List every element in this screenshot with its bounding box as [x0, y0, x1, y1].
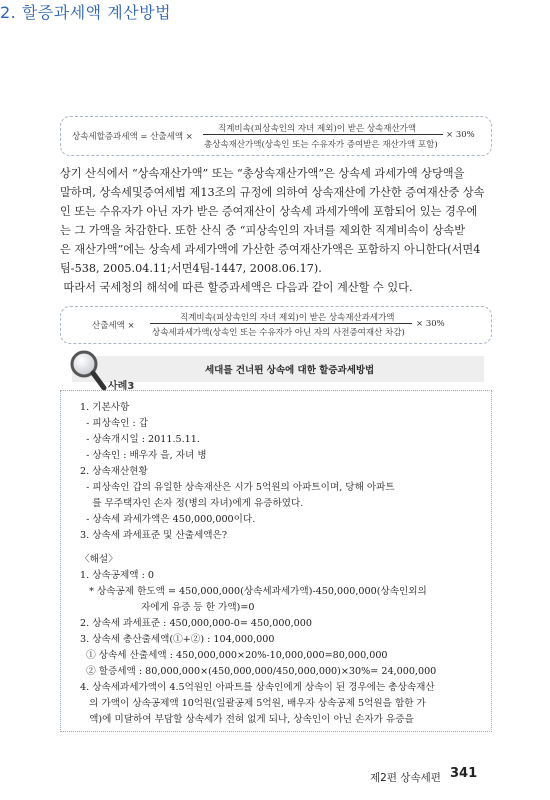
- example-line: 자에게 유증 등 한 가액)=0: [80, 602, 255, 613]
- example-line: - 상속개시일 : 2011.5.11.: [80, 434, 200, 445]
- formula1-left: 상속세할증과세액 = 산출세액 ×: [72, 132, 193, 142]
- magnifier-icon: [68, 348, 108, 392]
- example-line: - 상속인 : 배우자 을, 자녀 병: [80, 450, 207, 461]
- paragraph-line: 은 재산가액”에는 상속세 과세가액에 가산한 증여재산가액은 포함하지 아니한다(서면4: [60, 243, 481, 256]
- example-line: - 피상속인 : 갑: [80, 418, 149, 429]
- example-line: 4. 상속세과세가액이 4.5억원인 아파트를 상속인에게 상속이 된 경우에는 총상속재산: [80, 682, 435, 693]
- example-label: 사례3: [108, 381, 135, 392]
- paragraph-line: 인 또는 수유자가 아닌 자가 받은 증여재산이 상속세 과세가액에 포함되어 있는 경우에: [60, 205, 478, 218]
- example-line: ① 상속세 산출세액 : 450,000,000×20%-10,000,000=80,000,000: [80, 650, 388, 661]
- paragraph-line: 팀-538, 2005.04.11;서면4팀-1447, 2008.06.17).: [60, 262, 322, 275]
- formula2-right: × 30%: [416, 319, 445, 329]
- formula1-fraction-line: [203, 134, 443, 135]
- example-line: ② 할증세액 : 80,000,000×(450,000,000/450,000,000)×30%= 24,000,000: [80, 666, 437, 677]
- paragraph-line: 말하며, 상속세및증여세법 제13조의 규정에 의하여 상속재산에 가산한 증여재산중 상속: [60, 186, 485, 199]
- example-line: - 상속세 과세가액은 450,000,000이다.: [80, 514, 256, 525]
- example-line: 2. 상속세 과세표준 : 450,000,000-0= 450,000,000: [80, 618, 312, 629]
- section-heading: 2. 할증과세액 계산방법: [0, 3, 172, 22]
- example-title: 세대를 건너뛴 상속에 대한 할증과세방법: [205, 365, 375, 376]
- example-line: 3. 상속세 총산출세액(①+②) : 104,000,000: [80, 634, 275, 645]
- paragraph-line: 상기 산식에서 “상속재산가액” 또는 “총상속재산가액”은 상속세 과세가액 상당액을: [60, 167, 465, 180]
- formula1-denominator: 총상속재산가액(상속인 또는 수유자가 증여받은 재산가액 포함): [204, 140, 438, 150]
- example-line: 1. 상속공제액 : 0: [80, 570, 154, 581]
- paragraph-line: 는 그 가액을 차감한다. 또한 산식 중 “피상속인의 자녀를 제외한 직계비속이 상속받: [60, 224, 466, 237]
- example-line: - 피상속인 갑의 유일한 상속재산은 시가 5억원의 아파트이며, 당해 아파트: [80, 482, 395, 493]
- example-line: 2. 상속재산현황: [80, 466, 148, 477]
- formula1-right: × 30%: [446, 130, 475, 140]
- example-line: 의 가액이 상속공제액 10억원(일괄공제 5억원, 배우자 상속공제 5억원을 합한 가: [80, 698, 426, 709]
- footer-section: 제2편 상속세편: [370, 772, 441, 784]
- example-line: 액)에 미달하여 부담할 상속세가 전혀 없게 되나, 상속인이 아닌 손자가 유증을: [80, 714, 414, 725]
- formula2-numerator: 직계비속(피상속인의 자녀 제외)이 받은 상속재산과세가액: [180, 313, 395, 323]
- formula2-fraction-line: [150, 323, 412, 324]
- example-line: * 상속공제 한도액 = 450,000,000(상속세과세가액)-450,000,000(상속인외의: [80, 586, 427, 597]
- page-number: 341: [450, 766, 478, 781]
- paragraph-line: 따라서 국세청의 해석에 따른 할증과세액은 다음과 같이 계산할 수 있다.: [60, 281, 413, 294]
- formula2-left: 산출세액 ×: [92, 321, 135, 331]
- example-line: 〈해설〉: [80, 554, 118, 565]
- example-line: 를 무주택자인 손자 정(병의 자녀)에게 유증하였다.: [80, 498, 304, 509]
- example-line: 1. 기본사항: [80, 402, 130, 413]
- example-line: 3. 상속세 과세표준 및 산출세액은?: [80, 530, 227, 541]
- formula2-denominator: 상속세과세가액(상속인 또는 수유자가 아닌 자의 사전증여재산 차감): [152, 328, 405, 338]
- formula1-numerator: 직계비속(피상속인의 자녀 제외)이 받은 상속재산가액: [218, 124, 417, 134]
